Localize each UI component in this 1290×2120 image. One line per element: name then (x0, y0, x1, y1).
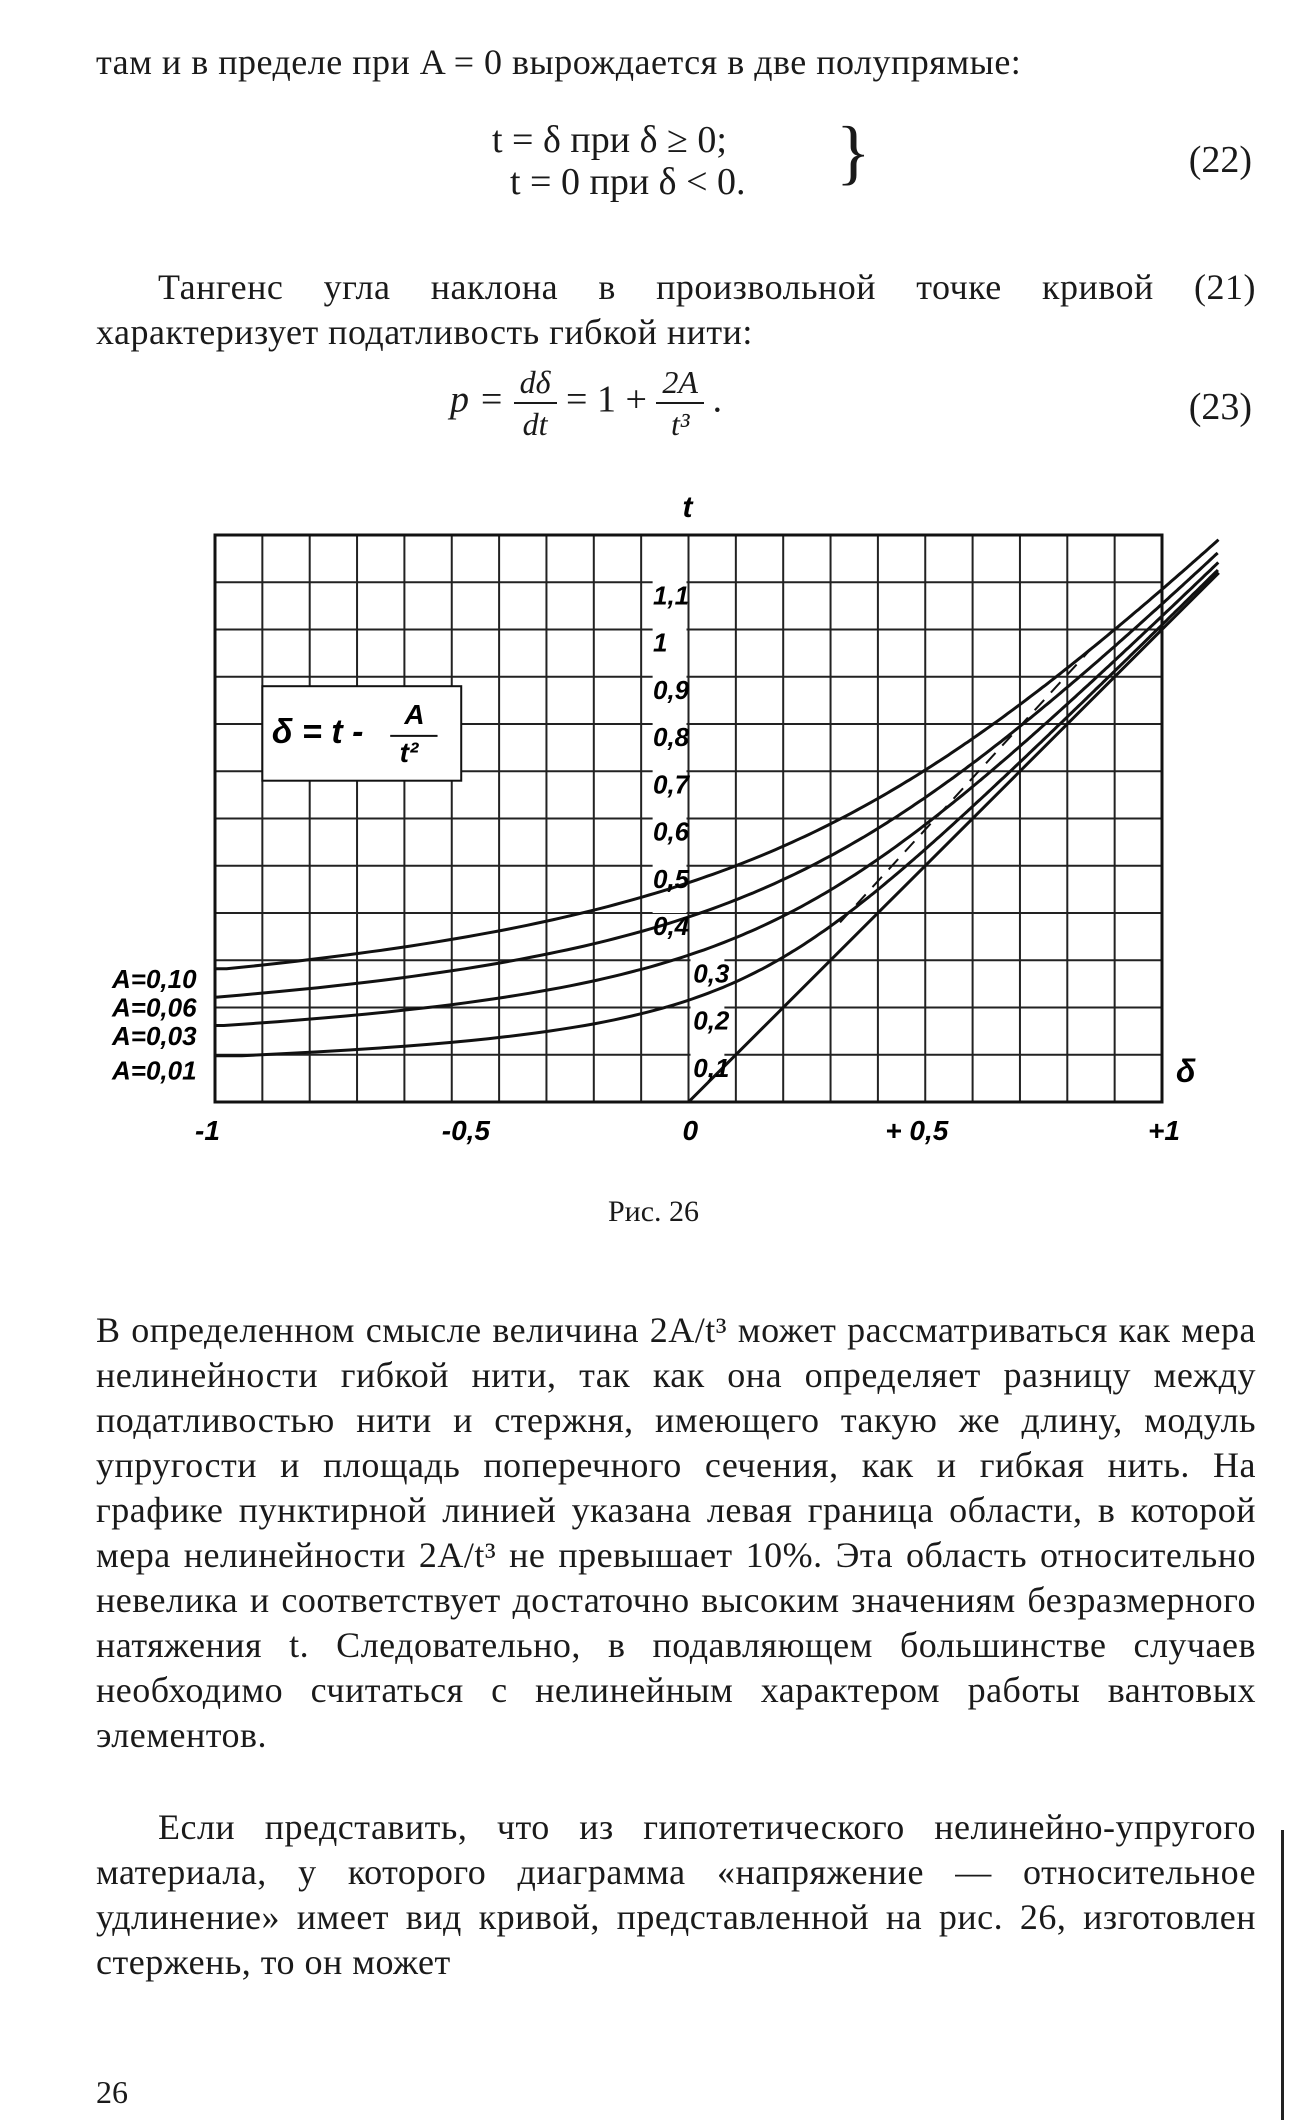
paragraph-3: В определенном смысле величина 2A/t³ может рассматриваться как мера нелинейности гибкой нити, так как она определяет разницу между податливостью нити и стержня, имеющего такую же длину, модуль упругости и площадь поперечного сечения, как и гибкая нить. На графике пунктирной линией указана левая граница области, в которой мера нелинейности 2A/t³ не превышает 10%. Эта область относительно невелика и соответствует достаточно высоким значениям безразмерного натяжения t. Следовательно, в подавляющем большинстве случаев необходимо считаться с нелинейным характером работы вантовых элементов. (96, 1310, 1256, 1755)
y-tick-label: 1 (652, 627, 668, 658)
paragraph-1: там и в пределе при A = 0 вырождается в две полупрямые: (96, 42, 1022, 82)
equation-23-fraction-2 (656, 362, 704, 444)
y-tick-label: 0,7 (652, 769, 690, 800)
y-tick-label: 0,6 (652, 816, 690, 847)
x-tick-label: 0 (682, 1115, 699, 1146)
figure-caption: Рис. 26 (608, 1195, 700, 1228)
equation-22-line-2: t = 0 при δ < 0. (510, 161, 746, 203)
formula-lhs: δ = t - (271, 712, 364, 751)
fraction-1-denominator: dt (522, 406, 548, 442)
equation-23-lhs: p = (450, 378, 505, 421)
curve-label: A=0,01 (112, 1055, 197, 1086)
figure-26-chart (0, 480, 1290, 1180)
equation-22-line-1: t = δ при δ ≥ 0; (492, 119, 727, 161)
paragraph-4: Если представить, что из гипотетического нелинейно-упругого материала, у которого диаграмма «напряжение — относительное удлинение» имеет вид кривой, представленной на рис. 26, изготовлен стержень, то он может (96, 1807, 1256, 1982)
equation-23-number: (23) (1188, 386, 1252, 428)
formula-denominator: t² (399, 736, 419, 768)
page-number: 26 (96, 2074, 128, 2110)
formula-box (262, 686, 461, 781)
curve-label: A=0,03 (112, 1020, 197, 1051)
x-tick-label: -1 (195, 1115, 220, 1146)
y-tick-label: 0,9 (652, 674, 690, 705)
y-tick-label: 0,8 (652, 722, 690, 752)
x-axis-label: δ (1176, 1053, 1196, 1089)
right-brace-icon: } (836, 112, 871, 192)
x-tick-label: + 0,5 (885, 1115, 949, 1146)
y-tick-label: 0,5 (652, 863, 690, 894)
y-tick-label: 0,1 (693, 1052, 730, 1083)
curve-label: A=0,06 (112, 992, 197, 1023)
equation-23-fraction-1 (514, 362, 557, 444)
y-tick-label: 0,2 (693, 1005, 730, 1036)
equation-23 (450, 362, 723, 444)
y-tick-label: 0,3 (693, 958, 730, 989)
margin-rule (1281, 1830, 1284, 2120)
fraction-1-numerator: dδ (514, 362, 557, 404)
curve-label: A=0,10 (112, 964, 197, 995)
formula-numerator: A (404, 699, 425, 730)
fraction-2-denominator: t³ (670, 406, 690, 442)
y-tick-label: 0,4 (652, 911, 690, 941)
paragraph-2: Тангенс угла наклона в произвольной точке кривой (21) характеризует податливость гибкой нити: (96, 267, 1256, 352)
fraction-2-numerator: 2A (656, 362, 704, 404)
equation-23-middle: = 1 + (566, 378, 647, 421)
equation-23-end: . (713, 378, 723, 421)
y-tick-label: 1,1 (652, 580, 690, 611)
x-tick-label: +1 (1148, 1115, 1180, 1146)
x-tick-label: -0,5 (441, 1115, 490, 1146)
y-axis-label: t (682, 491, 693, 524)
equation-22-number: (22) (1188, 139, 1252, 181)
